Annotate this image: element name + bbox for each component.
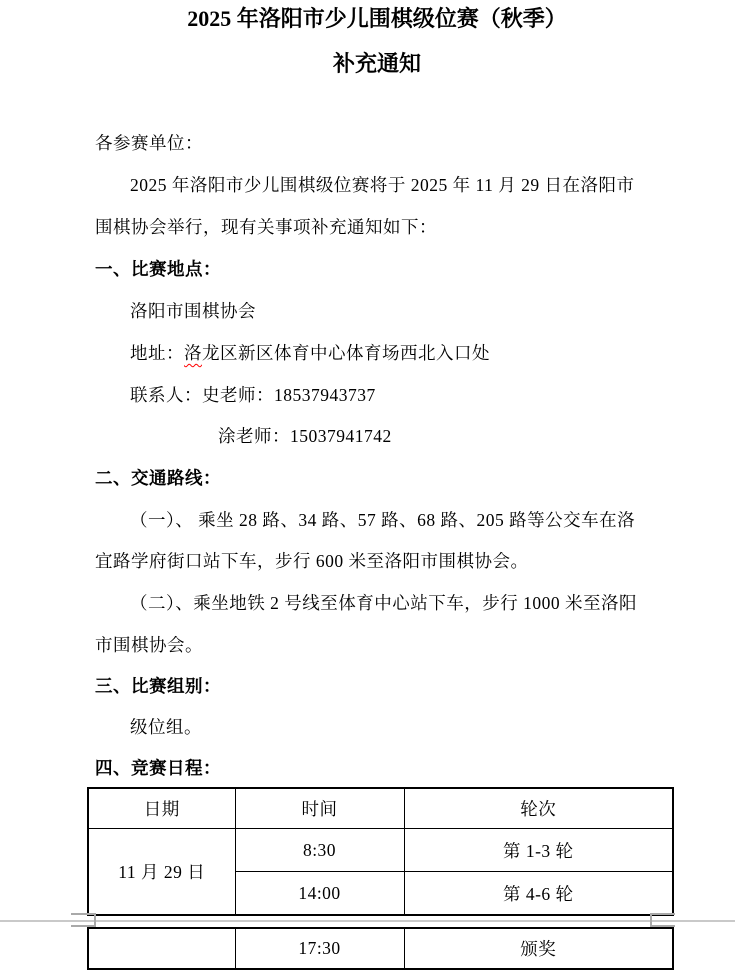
- header-cell-date: 日期: [88, 788, 235, 829]
- contact-line-1: 联系人：史老师：18537943737: [130, 385, 376, 405]
- section3-heading: 三、比赛组别：: [95, 676, 221, 696]
- section3-content: 级位组。: [130, 717, 202, 737]
- salutation: 各参赛单位：: [95, 133, 203, 153]
- page-break-line: [0, 920, 735, 922]
- table-row: [88, 928, 673, 969]
- date-cell: 11 月 29 日: [88, 829, 235, 916]
- route2-line-2: 市围棋协会。: [95, 635, 203, 655]
- venue-line: 洛阳市围棋协会: [130, 301, 256, 321]
- table-header-row: [88, 788, 673, 829]
- round-cell: 颁奖: [404, 928, 673, 969]
- document-title-line2: 补充通知: [332, 51, 421, 76]
- time-cell: 8:30: [235, 829, 404, 872]
- round-cell: 第 1-3 轮: [404, 829, 673, 872]
- route1-line-1: （一）、 乘坐 28 路、34 路、57 路、68 路、205 路等公交车在洛: [130, 510, 636, 530]
- contact-line-2: 涂老师：15037941742: [218, 426, 392, 446]
- time-cell: 14:00: [235, 872, 404, 916]
- time-cell: 17:30: [235, 928, 404, 969]
- header-cell-time: 时间: [235, 788, 404, 829]
- table-row: [88, 829, 673, 872]
- route1-line-2: 宜路学府街口站下车，步行 600 米至洛阳市围棋协会。: [95, 551, 529, 571]
- page-edge-mark-right: [650, 913, 675, 927]
- round-cell: 第 4-6 轮: [404, 872, 673, 916]
- intro-line-2: 围棋协会举行，现有关事项补充通知如下：: [95, 217, 437, 237]
- address-rest: 龙区新区体育中心体育场西北入口处: [202, 343, 490, 363]
- section2-heading: 二、交通路线：: [95, 468, 221, 488]
- header-cell-round: 轮次: [404, 788, 673, 829]
- schedule-table-page1: [87, 787, 674, 916]
- route2-line-1: （二）、乘坐地铁 2 号线至体育中心站下车，步行 1000 米至洛阳: [130, 593, 637, 613]
- address-spellcheck-word: 洛: [184, 343, 202, 363]
- schedule-table-page2: [87, 927, 674, 970]
- address-label: 地址：: [130, 343, 184, 363]
- section1-heading: 一、比赛地点：: [95, 259, 221, 279]
- date-cell-empty: [88, 928, 235, 969]
- section4-heading: 四、竞赛日程：: [95, 758, 221, 778]
- document-title-line1: 2025 年洛阳市少儿围棋级位赛（秋季）: [187, 6, 567, 31]
- intro-line-1: 2025 年洛阳市少儿围棋级位赛将于 2025 年 11 月 29 日在洛阳市: [130, 175, 635, 195]
- address-line: [130, 342, 490, 365]
- page-edge-mark-left: [71, 913, 96, 927]
